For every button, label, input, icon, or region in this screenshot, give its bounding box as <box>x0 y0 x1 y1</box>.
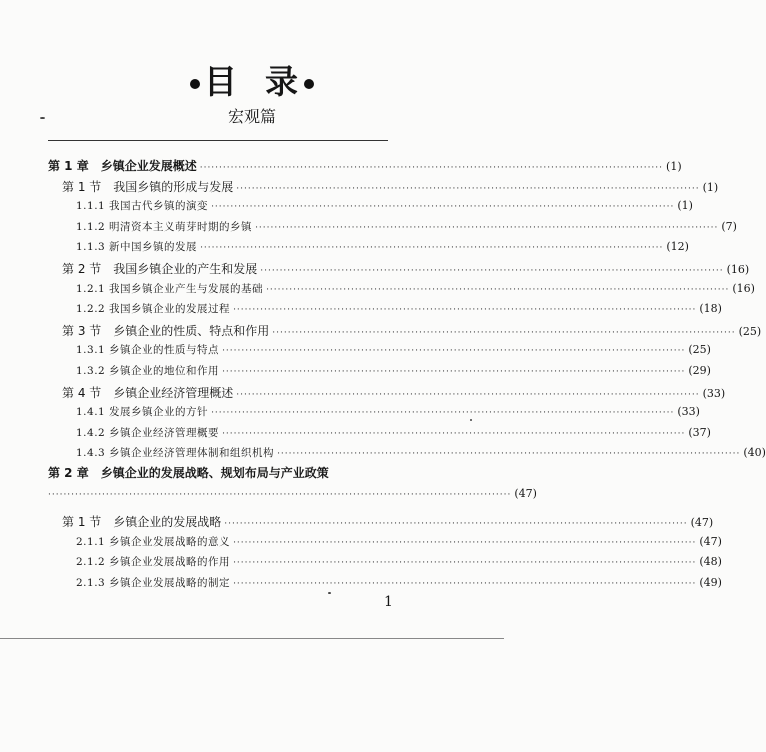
toc-entry <box>62 178 719 195</box>
toc-page-number: (33) <box>702 386 726 400</box>
toc-section-title: 第 1 节 乡镇企业的发展战略 <box>62 515 222 529</box>
toc-entry <box>76 342 711 357</box>
toc-entry <box>48 157 682 174</box>
toc-subsection-title: 2.1.2 乡镇企业发展战略的作用 <box>76 556 231 569</box>
leader-dots: ························································································································ <box>233 305 697 316</box>
leader-dots: ························································································································ <box>266 284 730 295</box>
leader-dots: ························································································································ <box>255 222 719 233</box>
title-left-char: 目 <box>204 62 239 101</box>
toc-entry <box>76 554 722 569</box>
toc-chapter-title: 第 2 章 乡镇企业的发展战略、规划布局与产业政策 <box>48 466 329 480</box>
toc-page-number: (18) <box>699 302 722 316</box>
scan-speck <box>470 419 472 421</box>
leader-dots: ························································································································ <box>222 428 686 439</box>
scan-speck <box>40 117 45 119</box>
bullet-dot-icon <box>304 79 314 89</box>
toc-subsection-title: 1.3.2 乡镇企业的地位和作用 <box>76 365 220 377</box>
toc-page-number: (49) <box>699 575 722 589</box>
leader-dots: ························································································································ <box>222 346 686 357</box>
toc-page-number: (47) <box>690 516 714 529</box>
toc-subsection-title: 1.1.3 新中国乡镇的发展 <box>76 241 198 254</box>
toc-page-number: (1) <box>677 199 693 213</box>
toc-subsection-title: 1.1.1 我国古代乡镇的演变 <box>76 200 209 213</box>
toc-entry <box>76 445 766 460</box>
toc-subsection-title: 1.4.2 乡镇企业经济管理概要 <box>76 426 220 439</box>
toc-entry <box>62 384 726 401</box>
toc-section-title: 第 3 节 乡镇企业的性质、特点和作用 <box>62 323 270 338</box>
leader-dots: ························································································································ <box>233 537 697 548</box>
toc-page-number: (40) <box>743 446 766 460</box>
toc-subsection-title: 1.4.3 乡镇企业经济管理体制和组织机构 <box>76 447 275 460</box>
toc-entry <box>76 425 711 440</box>
toc-entry <box>76 363 711 378</box>
bullet-dot-icon <box>190 79 200 89</box>
leader-dots: ························································································································ <box>222 367 686 377</box>
leader-dots: ························································································································ <box>260 266 724 276</box>
page-number: 1 <box>384 594 393 610</box>
leader-dots: ························································································································ <box>236 183 700 194</box>
toc-subsection-title: 1.1.2 明清资本主义萌芽时期的乡镇 <box>76 220 253 233</box>
toc-subsection-title: 2.1.3 乡镇企业发展战略的制定 <box>76 576 231 589</box>
scan-speck <box>328 592 331 594</box>
leader-dots: ························································································································ <box>211 202 675 213</box>
leader-dots: ························································································································ <box>236 389 700 400</box>
toc-entry <box>76 534 722 549</box>
toc-subsection-title: 1.2.2 我国乡镇企业的发展过程 <box>76 303 231 316</box>
title-right-char: 录 <box>265 62 300 101</box>
toc-subsection-title: 1.2.1 我国乡镇企业产生与发展的基础 <box>76 282 264 295</box>
toc-entry <box>76 281 755 296</box>
toc-page-number: (25) <box>738 324 762 338</box>
leader-dots: ························································································································ <box>233 578 697 589</box>
toc-page-number: (12) <box>666 240 689 254</box>
toc-entry <box>76 219 737 234</box>
toc-entry <box>48 487 537 500</box>
leader-dots: ························································································································ <box>200 243 664 254</box>
toc-page-number: (47) <box>699 534 722 548</box>
toc-entry <box>76 301 722 316</box>
toc-section-title: 第 4 节 乡镇企业经济管理概述 <box>62 385 234 400</box>
toc-entry <box>76 575 722 590</box>
toc-page-number: (1) <box>666 160 682 173</box>
toc-subsection-title: 1.4.1 发展乡镇企业的方针 <box>76 406 209 419</box>
toc-entry <box>62 513 714 530</box>
toc-entry <box>62 322 762 339</box>
toc-page-number: (48) <box>699 555 722 569</box>
toc-entry <box>76 198 693 213</box>
toc-entry <box>76 404 700 419</box>
toc-page-number: (33) <box>677 405 700 419</box>
leader-dots: ························································································································ <box>272 327 736 338</box>
leader-dots: ························································································································ <box>211 408 675 419</box>
toc-section-title: 第 1 节 我国乡镇的形成与发展 <box>62 179 234 194</box>
toc-chapter-title: 第 1 章 乡镇企业发展概述 <box>48 159 197 173</box>
page-bottom-edge <box>0 638 504 639</box>
toc-section-title: 第 2 节 我国乡镇企业的产生和发展 <box>62 262 258 276</box>
toc-page-number: (25) <box>688 343 711 357</box>
toc-entry <box>62 260 750 277</box>
toc-page-number: (16) <box>732 281 755 295</box>
leader-dots: ························································································································ <box>48 490 512 500</box>
toc-title <box>0 56 504 103</box>
leader-dots: ························································································································ <box>199 163 664 173</box>
toc-subsection-title: 1.3.1 乡镇企业的性质与特点 <box>76 344 220 357</box>
toc-page-number: (37) <box>688 425 711 439</box>
leader-dots: ························································································································ <box>233 558 697 569</box>
part-subtitle: 宏观篇 <box>227 107 276 126</box>
toc-page-number: (7) <box>721 219 737 233</box>
toc-page-number: (29) <box>688 364 711 377</box>
header-rule <box>48 140 388 141</box>
leader-dots: ························································································································ <box>277 449 741 460</box>
toc-page-number: (1) <box>702 180 719 194</box>
leader-dots: ························································································································ <box>224 519 688 529</box>
toc-entry <box>76 239 689 254</box>
toc-subsection-title: 2.1.1 乡镇企业发展战略的意义 <box>76 535 231 548</box>
toc-page-number: (47) <box>514 487 537 500</box>
toc-page-number: (16) <box>726 263 750 276</box>
